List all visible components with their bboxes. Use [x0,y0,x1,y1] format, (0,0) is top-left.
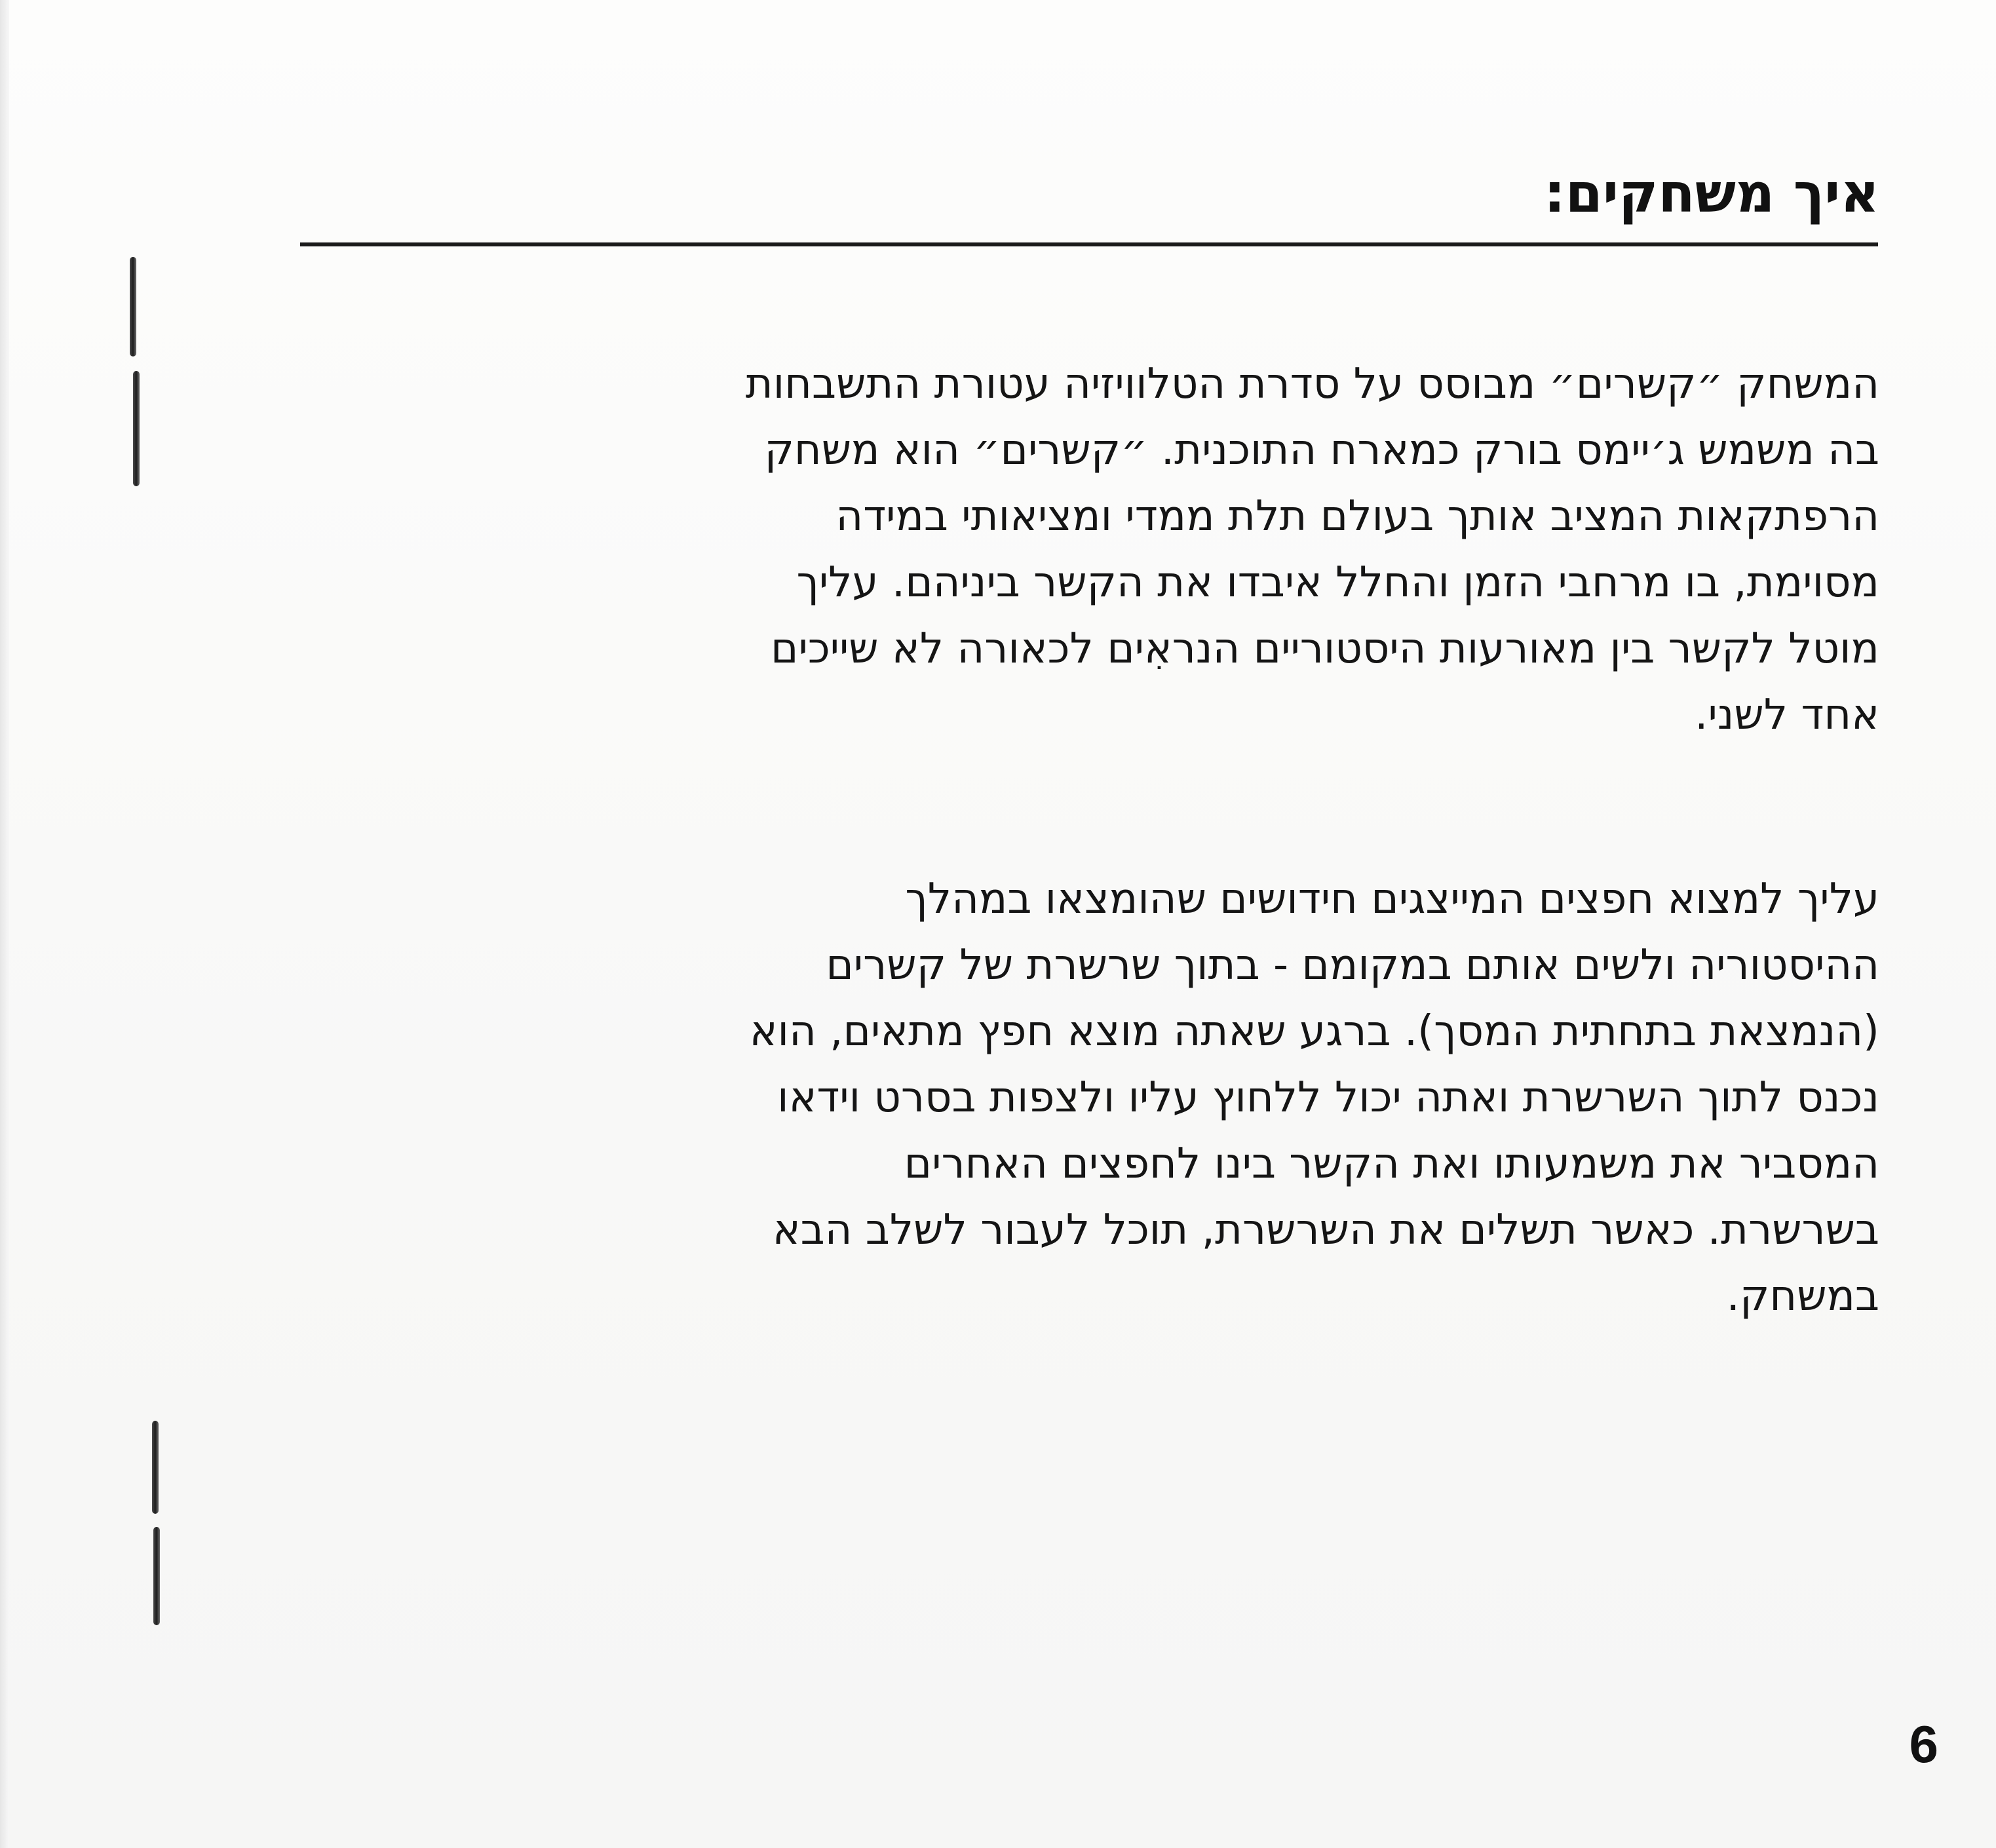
paragraph-line: בשרשרת. כאשר תשלים את השרשרת, תוכל לעבור לשלב הבא [772,1206,1879,1254]
paragraph-instructions [750,866,1879,1330]
binding-staple [133,371,140,486]
paragraph-line: במשחק. [1726,1272,1879,1320]
binding-staple [152,1421,159,1514]
binding-staple [130,257,136,356]
paragraph-intro [746,351,1879,748]
paragraph-line: עליך למצוא חפצים המייצגים חידושים שהומצאו במהלך [905,875,1879,923]
heading-underline [300,242,1878,246]
paragraph-line: ההיסטוריה ולשים אותם במקומם - בתוך שרשרת של קשרים [826,941,1879,990]
binding-staple [153,1527,160,1625]
page-edge [0,0,9,1848]
paragraph-line: (הנמצאת בתחתית המסך). ברגע שאתה מוצא חפץ מתאים, הוא [749,1007,1879,1056]
paragraph-line: המסביר את משמעותו ואת הקשר בינו לחפצים האחרים [904,1140,1879,1188]
paragraph-line: נכנס לתוך השרשרת ואתה יכול ללחוץ עליו ולצפות בסרט וידאו [777,1073,1879,1122]
page-number: 6 [1909,1715,1938,1773]
paragraph-line: המשחק ״קשרים״ מבוסס על סדרת הטלוויזיה עטורת התשבחות [745,360,1879,408]
paragraph-line: בה משמש ג׳יימס בורק כמארח התוכנית. ״קשרים״ הוא משחק [764,426,1879,474]
paragraph-line: הרפתקאות המציב אותך בעולם תלת ממדי ומציאותי במידה [835,492,1879,541]
paragraph-line: מסוימת, בו מרחבי הזמן והחלל איבדו את הקשר ביניהם. עליך [796,558,1879,607]
paragraph-line: מוטל לקשר בין מאורעות היסטוריים הנראִים לכאורה לא שייכים [771,625,1879,673]
paragraph-line: אחד לשני. [1695,691,1879,739]
section-heading: איך משחקים: [1543,163,1879,225]
